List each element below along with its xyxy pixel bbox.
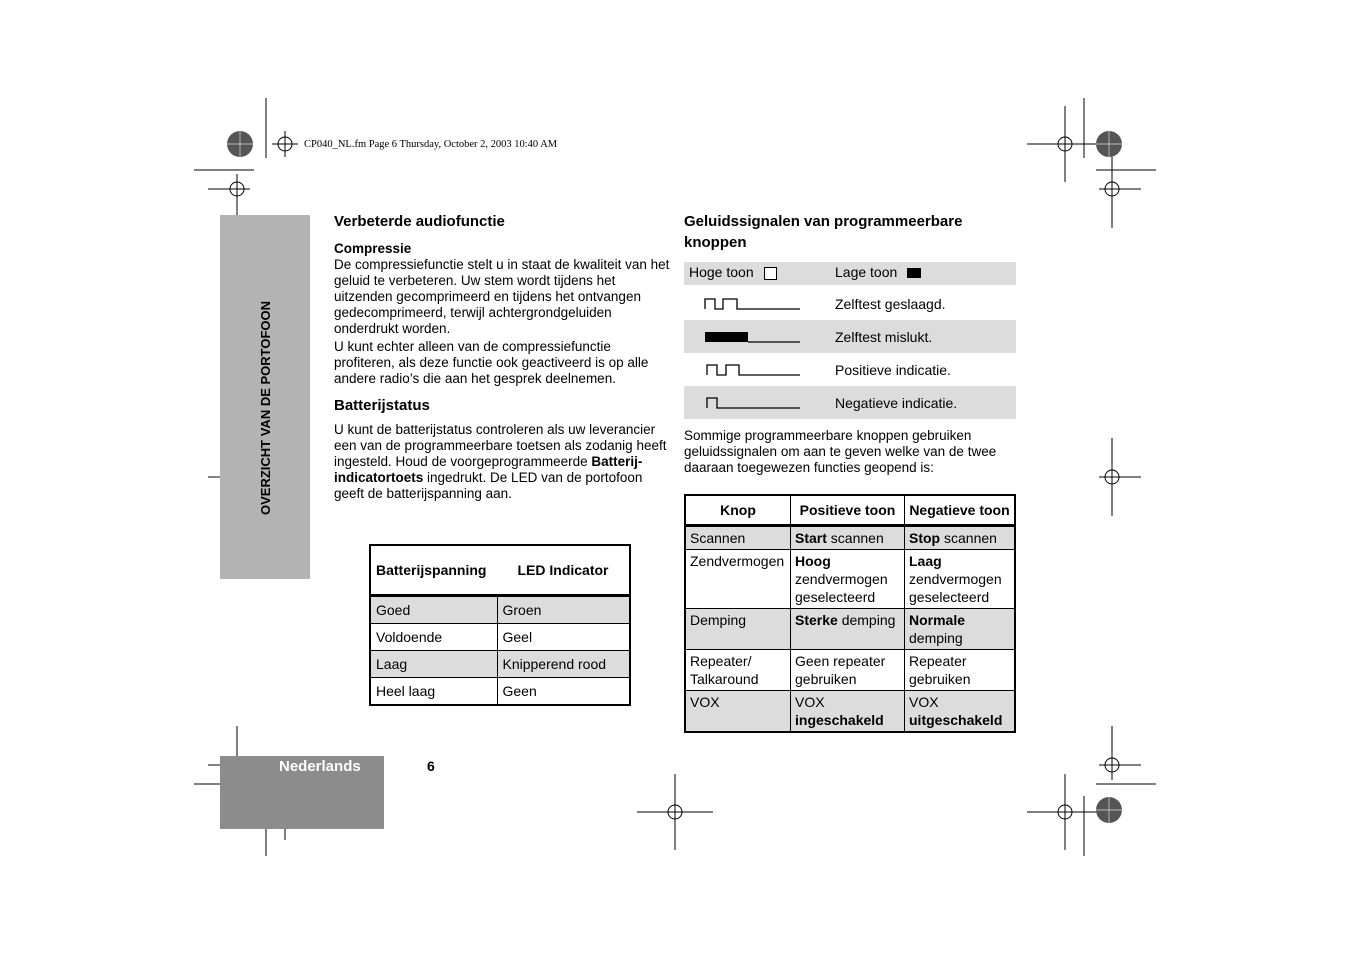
table-row: Laag Knipperend rood xyxy=(370,651,630,678)
tone-row: Zelftest geslaagd. xyxy=(684,287,1016,320)
compression-paragraph-1: De compressiefunctie stelt u in staat de kwaliteit van het geluid te verbeteren. Uw stem wordt tijdens het uitzenden gecomprimeerd en tijdens het ontvangen gedecomprimeerd, terwijl achtergrondgeluiden onderdrukt worden. xyxy=(334,257,670,336)
selftest-fail-icon xyxy=(702,330,802,344)
func-col-positive: Positieve toon xyxy=(791,495,905,526)
table-row: Voldoende Geel xyxy=(370,624,630,651)
battery-paragraph: U kunt de batterijstatus controleren als uw leverancier een van de programmeerbare toetsen als zodanig heeft ingesteld. Houd de voorgeprogrammeerde Batterij-indicatortoets ingedrukt. De LED van de portofoon geeft de batterijspanning aan. xyxy=(334,422,667,501)
high-tone-icon xyxy=(764,267,777,280)
selftest-pass-icon xyxy=(702,297,802,311)
table-row: Zendvermogen Hoog zendvermogen geselecteerd Laag zendvermogen geselecteerd xyxy=(685,550,1015,609)
page-number: 6 xyxy=(427,758,435,774)
high-tone-label: Hoge toon xyxy=(689,264,754,280)
compression-heading: Compressie xyxy=(334,241,412,256)
tone-row: Zelftest mislukt. xyxy=(684,320,1016,353)
audio-heading: Verbeterde audiofunctie xyxy=(334,213,505,230)
table-row: Demping Sterke demping Normale demping xyxy=(685,609,1015,650)
table-row: Heel laag Geen xyxy=(370,678,630,706)
func-col-negative: Negatieve toon xyxy=(905,495,1016,526)
low-tone-icon xyxy=(907,268,921,278)
table-row: Goed Groen xyxy=(370,596,630,624)
positive-indication-icon xyxy=(702,363,802,377)
tone-row: Negatieve indicatie. xyxy=(684,386,1016,419)
battery-col-voltage: Batterijspanning xyxy=(370,545,497,596)
compression-paragraph-2: U kunt echter alleen van de compressiefunctie profiteren, als deze functie ook geactiveerd is op alle andere radio’s die aan het gesprek deelnemen. xyxy=(334,339,649,386)
tone-row: Positieve indicatie. xyxy=(684,353,1016,386)
battery-col-led: LED Indicator xyxy=(497,545,630,596)
left-column xyxy=(334,211,670,502)
low-tone-label: Lage toon xyxy=(835,264,898,280)
battery-heading: Batterijstatus xyxy=(334,397,430,414)
tones-heading: Geluidssignalen van programmeerbare knoppen xyxy=(684,213,963,251)
table-row: Repeater/ Talkaround Geen repeater gebruiken Repeater gebruiken xyxy=(685,650,1015,691)
negative-indication-icon xyxy=(702,396,802,410)
right-column xyxy=(684,211,1016,253)
table-row: Scannen Start scannen Stop scannen xyxy=(685,526,1015,550)
func-col-button: Knop xyxy=(685,495,791,526)
file-header: CP040_NL.fm Page 6 Thursday, October 2, 2003 10:40 AM xyxy=(304,139,558,150)
battery-table xyxy=(369,544,631,706)
function-table xyxy=(684,494,1016,733)
battery-key-name: Batterij-indicatortoets xyxy=(334,454,643,485)
tone-key-row xyxy=(684,262,1016,285)
section-title-vertical: OVERZICHT VAN DE PORTOFOON xyxy=(258,300,273,515)
tones-intro: Sommige programmeerbare knoppen gebruiken geluidssignalen om aan te geven welke van de twee daaraan toegewezen functies geopend is: xyxy=(684,428,997,475)
footer-language: Nederlands xyxy=(279,758,361,775)
table-row: VOX VOX ingeschakeld VOX uitgeschakeld xyxy=(685,691,1015,733)
